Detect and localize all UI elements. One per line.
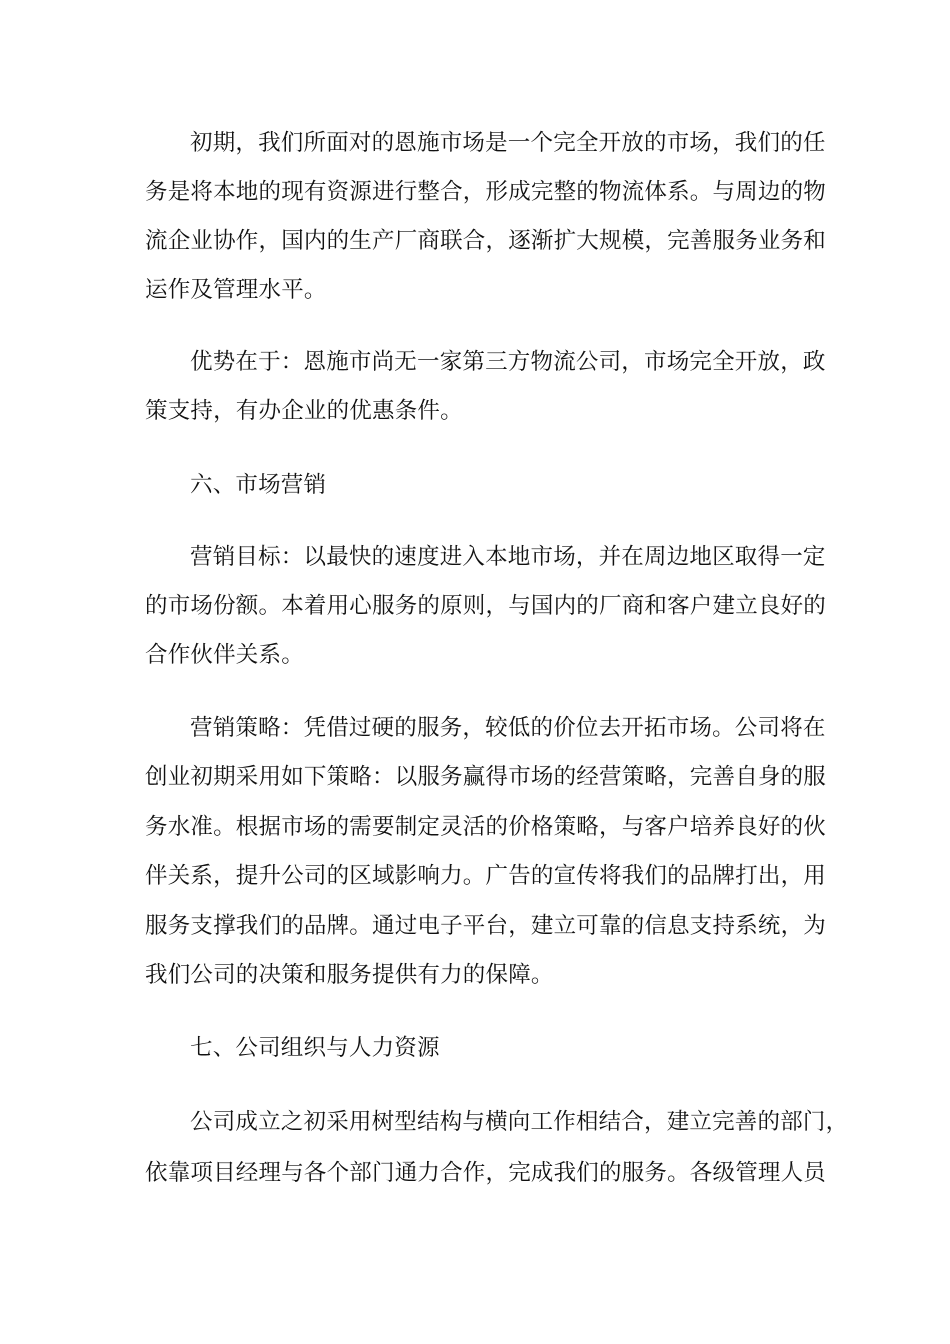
paragraph-5-line-1: 公司成立之初采用树型结构与横向工作相结合，建立完善的部门， xyxy=(190,1109,849,1135)
paragraph-4-line-3: 务水准。根据市场的需要制定灵活的价格策略，与客户培养良好的伙 xyxy=(145,814,827,840)
paragraph-1-line-3: 流企业协作，国内的生产厂商联合，逐渐扩大规模，完善服务业务和 xyxy=(145,228,827,254)
paragraph-3-line-1: 营销目标：以最快的速度进入本地市场，并在周边地区取得一定 xyxy=(190,544,826,570)
section-heading-organization: 七、公司组织与人力资源 xyxy=(190,1035,440,1061)
paragraph-1-line-4: 运作及管理水平。 xyxy=(145,277,327,303)
paragraph-2-line-2: 策支持，有办企业的优惠条件。 xyxy=(145,398,463,424)
paragraph-3-line-3: 合作伙伴关系。 xyxy=(145,642,304,668)
paragraph-1-line-1: 初期，我们所面对的恩施市场是一个完全开放的市场，我们的任 xyxy=(190,130,826,156)
paragraph-3-line-2: 的市场份额。本着用心服务的原则，与国内的厂商和客户建立良好的 xyxy=(145,593,827,619)
section-heading-marketing: 六、市场营销 xyxy=(190,472,327,498)
paragraph-4-line-4: 伴关系，提升公司的区域影响力。广告的宣传将我们的品牌打出，用 xyxy=(145,863,827,889)
paragraph-1-line-2: 务是将本地的现有资源进行整合，形成完整的物流体系。与周边的物 xyxy=(145,179,827,205)
paragraph-4-line-6: 我们公司的决策和服务提供有力的保障。 xyxy=(145,962,554,988)
paragraph-4-line-5: 服务支撑我们的品牌。通过电子平台，建立可靠的信息支持系统，为 xyxy=(145,913,827,939)
paragraph-2-line-1: 优势在于：恩施市尚无一家第三方物流公司，市场完全开放，政 xyxy=(190,349,826,375)
paragraph-4-line-1: 营销策略：凭借过硬的服务，较低的价位去开拓市场。公司将在 xyxy=(190,715,826,741)
paragraph-5-line-2: 依靠项目经理与各个部门通力合作，完成我们的服务。各级管理人员 xyxy=(145,1160,827,1186)
paragraph-4-line-2: 创业初期采用如下策略：以服务赢得市场的经营策略，完善自身的服 xyxy=(145,764,827,790)
